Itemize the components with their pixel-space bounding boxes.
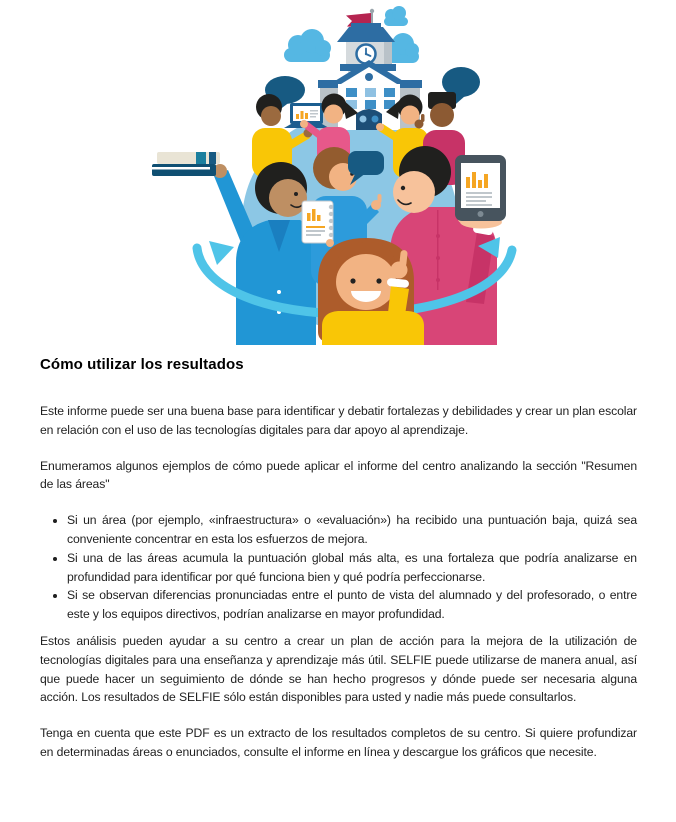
page-title: Cómo utilizar los resultados [40,356,244,373]
clock-icon [357,45,376,64]
cloud-icon [384,6,408,26]
list-item: • Si un área (por ejemplo, «infraestructura» o «evaluación») ha recibido una puntuación baja, quizá sea conveniente concentrar en esta los esfuerzos de mejora. [67,511,637,549]
examples-list [40,511,637,624]
cloud-icon [284,29,331,62]
pdf-note-paragraph: Tenga en cuenta que este PDF es un extracto de los resultados completos de su centro. Si quiere profundizar en determinadas áreas o enunciados, consulte el informe en línea y descargue los gráficos que necesite. [40,726,637,759]
school-community-illustration [0,0,676,350]
list-item: • Si una de las áreas acumula la puntuación global más alta, es una fortaleza que podría analizarse en profundidad para identificar por qué funciona bien y qué podría perfeccionarse. [67,549,637,587]
list-item: • Si se observan diferencias pronunciadas entre el punto de vista del alumnado y del profesorado, o entre este y los equipos directivos, podrían analizarse en mayor profundidad. [67,586,637,624]
person-blue-jacket [213,162,316,345]
examples-paragraph: Enumeramos algunos ejemplos de cómo puede aplicar el informe del centro analizando la sección "Resumen de las áreas" [40,458,637,492]
intro-paragraph: Este informe puede ser una buena base para identificar y debatir fortalezas y debilidades y crear un plan escolar en relación con el uso de las tecnologías digitales para dar apoyo al aprendizaje. [40,404,637,437]
report-usage-section [40,352,637,779]
tablet-icon [455,155,506,221]
clipboard-icon [302,201,334,247]
books-icon [152,152,220,176]
action-plan-paragraph: Estos análisis pueden ayudar a su centro a crear un plan de acción para la mejora de la utilización de tecnologías digitales para una enseñanza y aprendizaje más útil. SELFIE puede utilizarse de manera anual, así que puede hacer un seguimiento de dónde se han hecho progresos y dónde puede ser necesaria alguna acción. Los resultados de SELFIE sólo están disponibles para usted y nadie más puede consultarlos. [40,633,637,705]
illustration [0,0,676,350]
